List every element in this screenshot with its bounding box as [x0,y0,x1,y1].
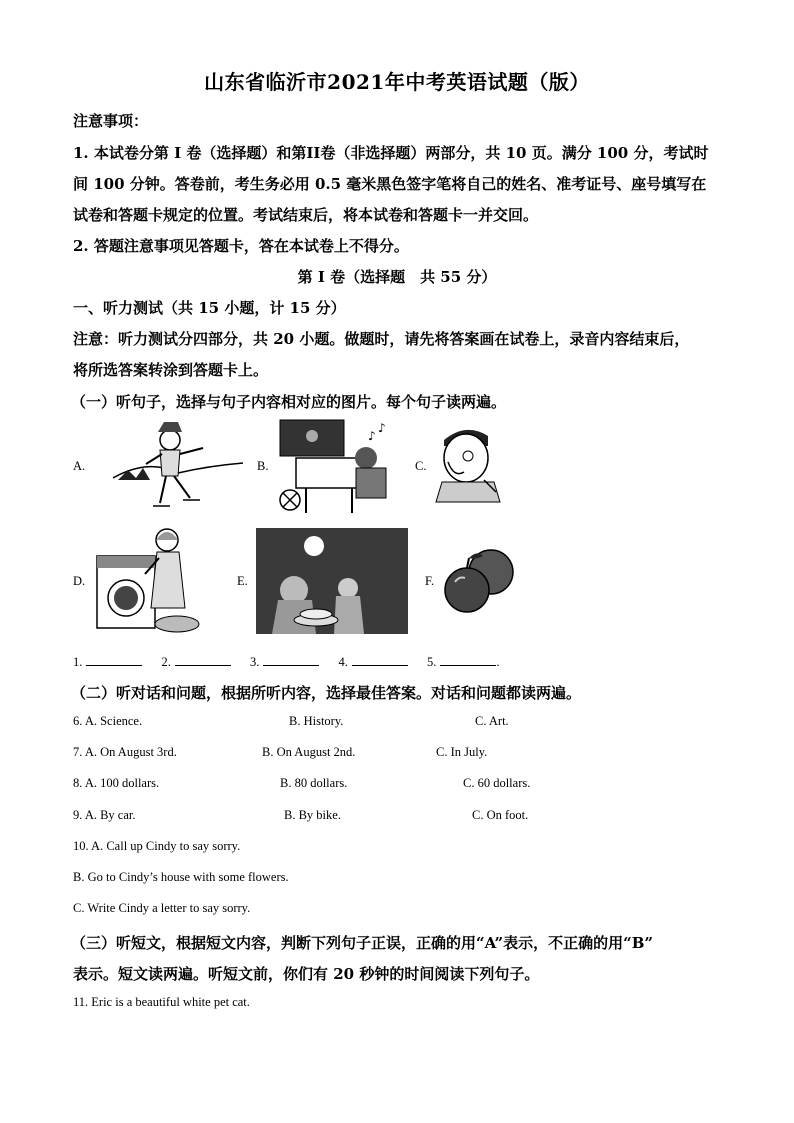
question-6: 6. A. Science. [73,714,143,728]
apples-icon [443,544,517,618]
question-7: 7. A. On August 3rd. [73,745,177,759]
notice-heading: 注意事项： [73,112,149,130]
answer-blank-label: 2. [161,655,171,669]
section-title: 第 I 卷（选择题 共 55 分） [297,268,497,286]
notice-line: 间 100 分钟。答卷前，考生务必用 0.5 毫米黑色签字笔将自己的姓名、准考证号、座号填写在 [73,175,707,193]
ice-skater-icon [108,418,248,513]
question-8-option-c: C. 60 dollars. [463,776,531,790]
washing-machine-icon [93,528,203,636]
answer-blank[interactable] [352,653,408,666]
answer-blanks-row [73,653,500,670]
answer-blank-label: 5. [427,655,437,669]
question-8-option-b: B. 80 dollars. [280,776,348,790]
question-8: 8. A. 100 dollars. [73,776,160,790]
part1-note: 注意：听力测试分四部分，共 20 小题。做题时，请先将答案画在试卷上，录音内容结束后， [73,330,690,348]
question-7-option-c: C. In July. [436,745,488,759]
question-9: 9. A. By car. [73,808,136,822]
notice-line: 1. 本试卷分第 I 卷（选择题）和第II卷（非选择题）两部分，共 10 页。满分 100 分，考试时 [73,144,709,162]
picture-label-f: F. [425,574,435,588]
answer-blank-end: . [496,655,500,669]
notice-line: 2. 答题注意事项见答题卡，答在本试卷上不得分。 [73,237,409,255]
picture-label-c: C. [415,459,427,473]
part1-note: 将所选答案转涂到答题卡上。 [73,361,269,379]
classroom-icon [276,418,396,515]
question-7-option-b: B. On August 2nd. [262,745,356,759]
question-9-option-c: C. On foot. [472,808,529,822]
answer-blank[interactable] [175,653,231,666]
picture-label-b: B. [257,459,269,473]
page-title: 山东省临沂市2021年中考英语试题（版） [204,70,590,94]
answer-blank[interactable] [86,653,142,666]
question-9-option-b: B. By bike. [284,808,341,822]
answer-blank-label: 3. [250,655,260,669]
question-6-option-b: B. History. [289,714,344,728]
picture-label-d: D. [73,574,86,588]
question-11: 11. Eric is a beautiful white pet cat. [73,995,250,1009]
sub2-title: （二）听对话和问题，根据所听内容，选择最佳答案。对话和问题都读两遍。 [71,684,582,702]
sub3-title: （三）听短文，根据短文内容，判断下列句子正误，正确的用“A”表示，不正确的用“B” [71,934,654,952]
picture-label-a: A. [73,459,86,473]
answer-blank[interactable] [440,653,496,666]
sub1-title: （一）听句子，选择与句子内容相对应的图片。每个句子读两遍。 [71,393,507,411]
answer-blank[interactable] [263,653,319,666]
answer-blank-label: 4. [338,655,348,669]
notice-line: 试卷和答题卡规定的位置。考试结束后，将本试卷和答题卡一并交回。 [73,206,539,224]
question-10-option-a: 10. A. Call up Cindy to say sorry. [73,839,241,853]
question-10-option-b: B. Go to Cindy’s house with some flowers. [73,870,289,884]
svg-text:♪: ♪ [368,429,376,443]
part1-title: 一、听力测试（共 15 小题，计 15 分） [73,299,346,317]
question-6-option-c: C. Art. [475,714,509,728]
sub3-title-cont: 表示。短文读两遍。听短文前，你们有 20 秒钟的时间阅读下列句子。 [73,965,540,983]
question-10-option-c: C. Write Cindy a letter to say sorry. [73,901,251,915]
picture-label-e: E. [237,574,248,588]
moon-festival-icon [256,528,408,634]
answer-blank-label: 1. [73,655,83,669]
sick-boy-icon [434,422,504,504]
svg-text:♪: ♪ [378,421,386,435]
